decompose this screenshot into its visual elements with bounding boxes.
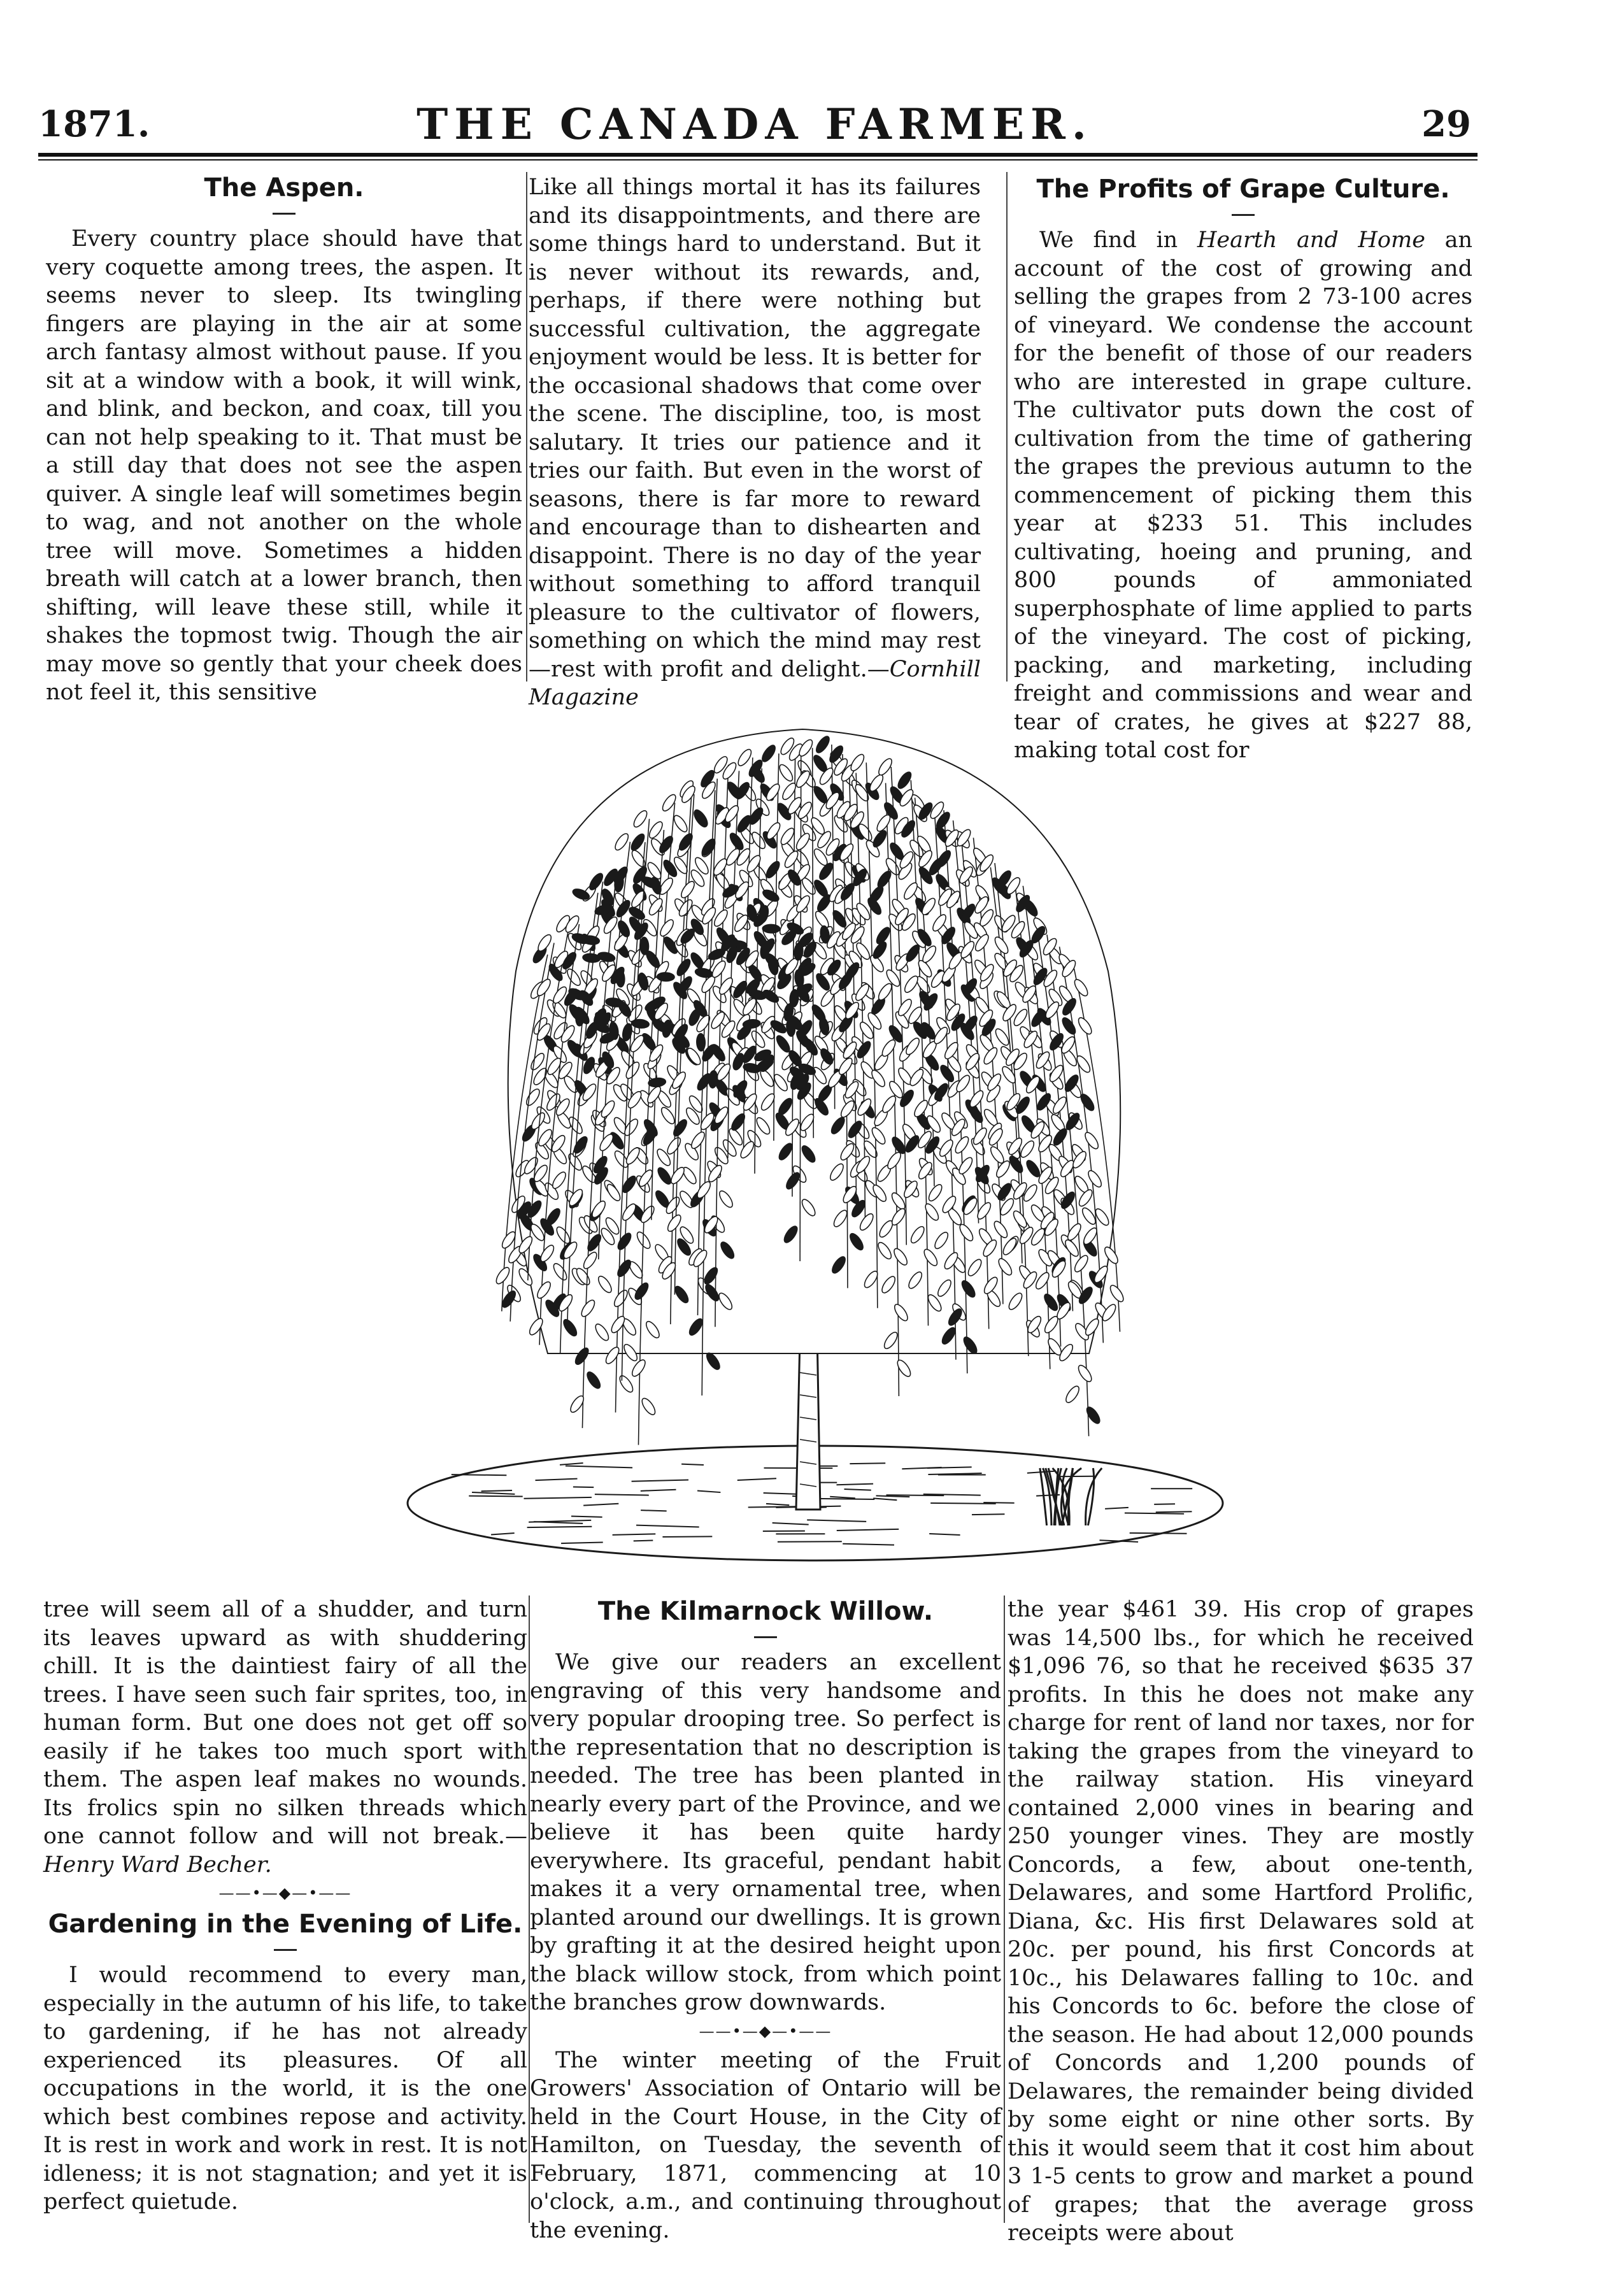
grape-title: The Profits of Grape Culture. (1036, 175, 1450, 204)
article-gardening-top (529, 173, 981, 712)
willow-illustration (357, 704, 1248, 1586)
gardening-title: Gardening in the Evening of Life. (48, 1910, 523, 1939)
grape-publication: Hearth and Home (1197, 227, 1425, 253)
column-divider (1006, 172, 1008, 682)
column-divider (1004, 1595, 1005, 2223)
aspen-title: The Aspen. (204, 173, 364, 203)
section-ornament: ——•—◆—•—— (218, 1884, 352, 1902)
newspaper-title: THE CANADA FARMER. (417, 99, 1093, 149)
aspen-text: Every country place should have that very coquette among trees, the aspen. It seems never to sleep. Its twingling fingers are playing in the air at some arch fantasy almost without pause. If you sit at a window with a book, it will wink, and blink, and beckon, and coax, till you can not help speaking to it. That must be a still day that does not see the aspen quiver. A single leaf will sometimes begin to wag, and not another on the whole tree will move. Sometimes a hidden breath will catch at a lower branch, then shifting, will leave these still, while it shakes the topmost twig. Though the air may move so gently that your cheek does not feel it, this sensitive (46, 226, 522, 705)
grape-text-continued: the year $461 39. His crop of grapes was 14,500 lbs., for which he received $1,096 76, so that he received $635 37 profits. In this he does not make any charge for rent of land nor taxes, nor for taking the grapes from the vineyard to the railway station. His vineyard contained 2,000 vines in bearing and 250 younger vines. They are mostly Concords, a few, about one-tenth, Delawares, and some Hartford Prolific, Diana, &c. His first Delawares sold at 20c. per pound, his first Concords at 10c., his Delawares falling to 10c. and his Concords to 6c. before the close of the season. He had about 12,000 pounds of Concords and 1,200 pounds of Delawares, the remainder being divided by some eight or nine other sorts. By this it would seem that it cost him about 3 1-5 cents to grow and market a pound of grapes; that the average gross receipts were about (1008, 1597, 1474, 2246)
article-aspen (46, 172, 522, 707)
gardening-source: Cornhill Magazine (529, 656, 981, 710)
masthead (38, 96, 1471, 153)
column-divider (526, 172, 527, 682)
title-dash (274, 1949, 297, 1951)
header-rule (38, 153, 1478, 157)
title-dash (273, 213, 296, 215)
meeting-notice: The winter meeting of the Fruit Growers' Association of Ontario will be held in the Court House, in the City of Hamilton, on Tuesday, the seventh of February, 1871, commencing at 10 o'clock, a.m., and continuing throughout the evening. (530, 2047, 1001, 2243)
header-rule-thin (38, 159, 1478, 161)
issue-year: 1871. (38, 103, 150, 145)
grape-text-a: We find in (1039, 227, 1197, 253)
aspen-author: Henry Ward Becher. (43, 1852, 272, 1878)
aspen-text-continued (43, 1595, 527, 1879)
willow-text: We give our readers an excellent engraving of this very handsome and very popular drooping tree. So perfect is the representation that no description is needed. The tree has been planted in nearly every part of the Province, and we believe it has been quite hardy everywhere. Its graceful, pendant habit makes it a very ornamental tree, when planted around our dwellings. It is grown by grafting it at the desired height upon the black willow stock, from which point the branches grow downwards. (530, 1650, 1001, 2015)
willow-engraving (357, 704, 1248, 1586)
article-willow (530, 1595, 1001, 2245)
title-dash (754, 1636, 777, 1638)
aspen-text-cont: tree will seem all of a shudder, and turn its leaves upward as with shuddering chill. It is the daintiest fairy of all the trees. I have seen such fair sprites, too, in human form. But one does not get off so easily if he takes too much sport with them. The aspen leaf makes no wounds. Its frolics spin no silken threads which one cannot follow and will not break.— (43, 1597, 527, 1849)
gardening-text: I would recommend to every man, especially in the autumn of his life, to take to gardening, if he has not already experienced its pleasures. Of all occupations in the world, it is the one which best combines repose and activity. It is rest in work and work in rest. It is not idleness; it is not stagnation; and yet it is perfect quietude. (43, 1962, 527, 2215)
article-grape (1014, 173, 1472, 765)
grape-text-b: an account of the cost of growing and selling the grapes from 2 73-100 acres of vineyard. We condense the account for the benefit of those of our readers who are interested in grape culture. The cultivator puts down the cost of cultivation from the time of gathering the grapes the previous autumn to the commencement of picking them this year at $233 51. This includes cultivating, hoeing and pruning, and 800 pounds of ammoniated superphosphate of lime applied to parts of the vineyard. The cost of picking, packing, and marketing, including freight and commissions and wear and tear of crates, he gives at $227 88, making total cost for (1014, 227, 1472, 763)
willow-title: The Kilmarnock Willow. (597, 1597, 934, 1626)
gardening-text-continued: Like all things mortal it has its failures and its disappointments, and there are some things hard to understand. But it is never without its rewards, and, perhaps, if there were nothing but successful cultivation, the aggregate enjoyment would be less. It is better for the occasional shadows that come over the scene. The discipline, too, is most salutary. It tries our patience and it tries our faith. But even in the worst of seasons, there is far more to reward and encourage than to dishearten and disappoint. There is no day of the year without something to afford tranquil pleasure to the cultivator of flowers, something on which the mind may rest—rest with profit and delight.—Cornhill Magazine (529, 175, 981, 710)
article-grape-continued (1008, 1595, 1474, 2248)
article-aspen-gardening (43, 1595, 527, 2216)
grape-text (1014, 226, 1472, 765)
section-ornament: ——•—◆—•—— (699, 2022, 832, 2040)
title-dash (1232, 214, 1255, 216)
page-number: 29 (1421, 103, 1471, 145)
